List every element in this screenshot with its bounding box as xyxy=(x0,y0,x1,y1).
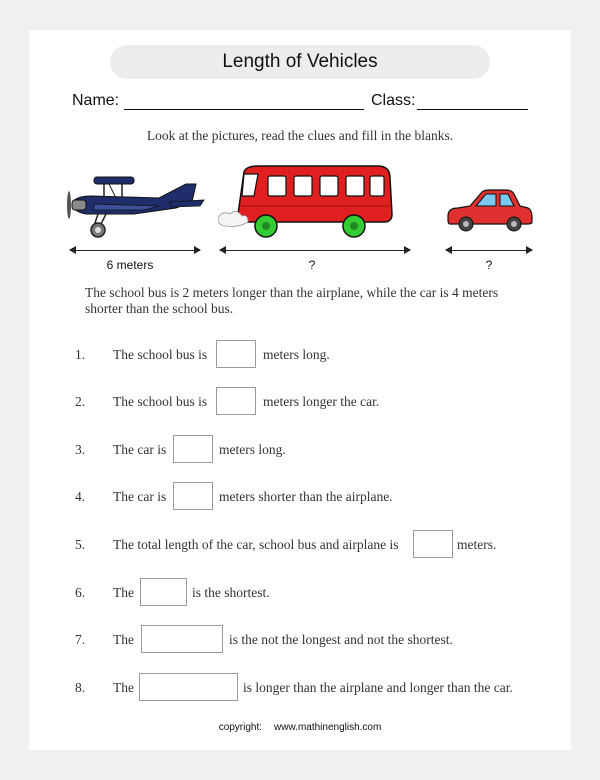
question-number: 6. xyxy=(75,585,86,600)
answer-box[interactable] xyxy=(173,435,213,463)
question-number: 1. xyxy=(75,347,86,362)
question-text-after: is the shortest. xyxy=(192,585,270,600)
name-class-row xyxy=(72,92,532,114)
arrow-right-icon xyxy=(404,246,411,254)
answer-box[interactable] xyxy=(413,530,453,558)
question-text-before: The school bus is xyxy=(113,347,208,362)
arrow-line xyxy=(220,250,410,251)
question-text-after: meters longer the car. xyxy=(263,394,380,409)
school-bus-image xyxy=(218,162,396,242)
question-text-before: The total length of the car, school bus and airplane is xyxy=(113,537,399,552)
question-number: 7. xyxy=(75,632,86,647)
arrow-line xyxy=(446,250,532,251)
question-row xyxy=(0,673,600,703)
question-row xyxy=(0,340,600,370)
arrow-left-icon xyxy=(69,246,76,254)
question-number: 8. xyxy=(75,680,86,695)
question-row xyxy=(0,625,600,655)
answer-box[interactable] xyxy=(216,387,256,415)
car-image xyxy=(444,186,534,234)
clue-text: The school bus is 2 meters longer than the airplane, while the car is 4 meters shorter than the school bus. xyxy=(85,285,499,316)
question-row xyxy=(0,435,600,465)
copyright-label: copyright: xyxy=(218,722,263,733)
name-label: Name: xyxy=(72,92,120,109)
name-blank[interactable] xyxy=(124,109,364,110)
airplane-length-arrow xyxy=(70,245,200,257)
arrow-right-icon xyxy=(526,246,533,254)
answer-box[interactable] xyxy=(173,482,213,510)
bus-length-arrow xyxy=(220,245,410,257)
arrow-left-icon xyxy=(219,246,226,254)
airplane-image xyxy=(64,174,206,240)
class-blank[interactable] xyxy=(417,109,528,110)
car-length-arrow xyxy=(446,245,532,257)
question-text-after: meters long. xyxy=(219,442,286,457)
question-number: 2. xyxy=(75,394,86,409)
answer-box[interactable] xyxy=(216,340,256,368)
question-text-before: The car is xyxy=(113,489,167,504)
question-text-after: is longer than the airplane and longer than the car. xyxy=(243,680,513,695)
answer-box[interactable] xyxy=(140,578,187,606)
question-row xyxy=(0,578,600,608)
question-text-before: The xyxy=(113,585,134,600)
class-label: Class: xyxy=(371,92,416,109)
answer-box[interactable] xyxy=(141,625,223,653)
question-text-before: The school bus is xyxy=(113,394,208,409)
question-text-after: meters long. xyxy=(263,347,330,362)
question-row xyxy=(0,387,600,417)
question-text-before: The xyxy=(113,632,134,647)
question-text-after: meters shorter than the airplane. xyxy=(219,489,393,504)
copyright-footer xyxy=(0,722,600,733)
arrow-line xyxy=(70,250,200,251)
answer-box[interactable] xyxy=(139,673,238,701)
question-row xyxy=(0,482,600,512)
worksheet-title xyxy=(110,45,490,79)
airplane-length-label: 6 meters xyxy=(106,258,154,272)
car-length-label: ? xyxy=(485,258,493,272)
arrow-left-icon xyxy=(445,246,452,254)
question-row xyxy=(0,530,600,560)
question-text-after: meters. xyxy=(457,537,497,552)
copyright-site: www.mathinenglish.com xyxy=(274,722,382,733)
question-text-before: The car is xyxy=(113,442,167,457)
question-number: 4. xyxy=(75,489,86,504)
question-number: 5. xyxy=(75,537,86,552)
question-number: 3. xyxy=(75,442,86,457)
title-text: Length of Vehicles xyxy=(222,51,378,72)
question-text-before: The xyxy=(113,680,134,695)
bus-length-label: ? xyxy=(308,258,316,272)
question-text-after: is the not the longest and not the shortest. xyxy=(229,632,453,647)
instruction-text: Look at the pictures, read the clues and fill in the blanks. xyxy=(146,128,454,143)
arrow-right-icon xyxy=(194,246,201,254)
